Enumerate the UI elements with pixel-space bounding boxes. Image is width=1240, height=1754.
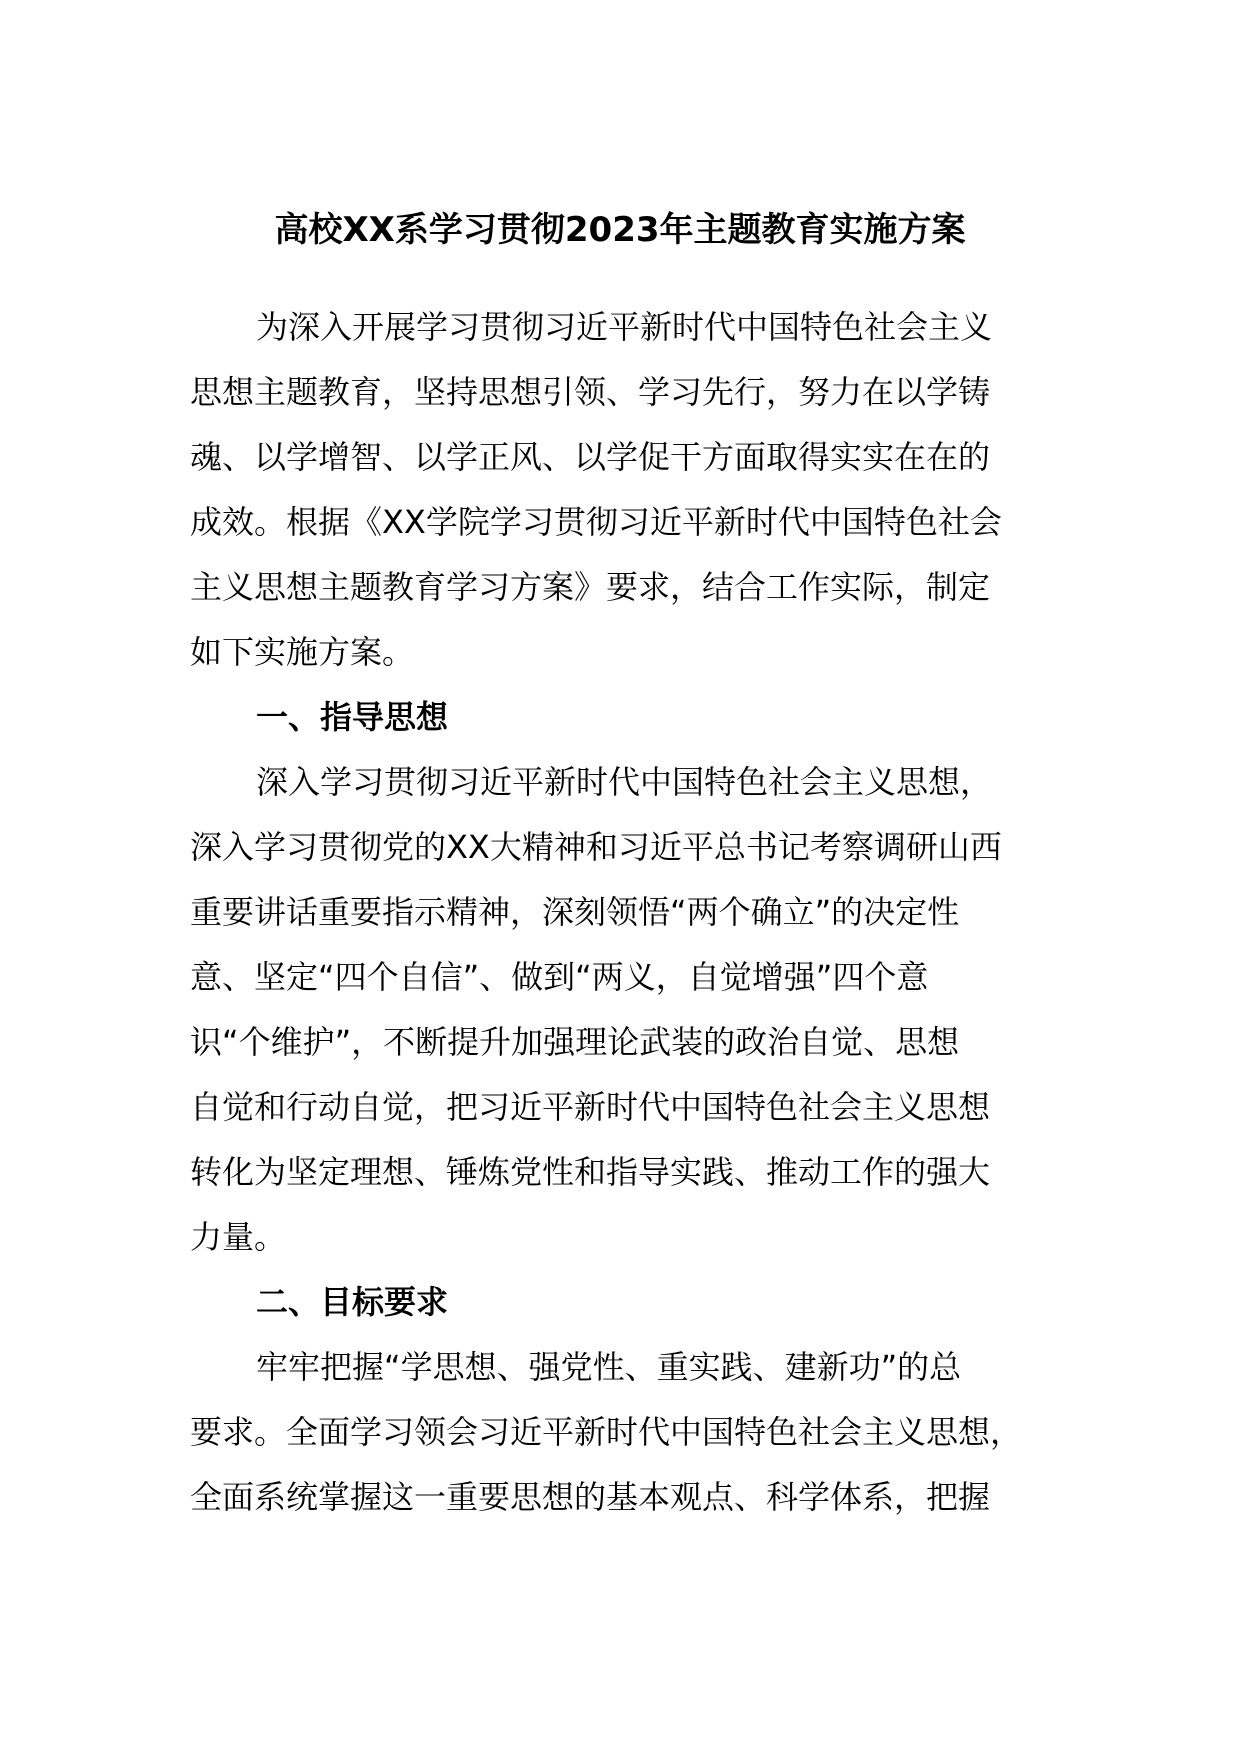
paragraph-line: 意、坚定“四个自信”、做到“两义，自觉增强”四个意	[190, 958, 929, 996]
paragraph-line: 识“个维护”，不断提升加强理论武装的政治自觉、思想	[190, 1023, 960, 1061]
paragraph-line: 牢牢把握“学思想、强党性、重实践、建新功”的总	[256, 1348, 962, 1386]
paragraph-line: 自觉和行动自觉，把习近平新时代中国特色社会主义思想	[190, 1088, 991, 1126]
section-heading: 二、目标要求	[256, 1283, 449, 1321]
section-heading: 一、指导思想	[256, 698, 449, 736]
paragraph-line: 思想主题教育，坚持思想引领、学习先行，努力在以学铸	[190, 373, 991, 411]
document-title: 高校XX系学习贯彻2023年主题教育实施方案	[274, 210, 966, 250]
paragraph-line: 为深入开展学习贯彻习近平新时代中国特色社会主义	[256, 308, 993, 346]
paragraph-line: 成效。根据《XX学院学习贯彻习近平新时代中国特色社会	[190, 503, 1002, 541]
paragraph-line: 力量。	[190, 1218, 287, 1256]
paragraph-line: 如下实施方案。	[190, 633, 415, 671]
paragraph-line: 转化为坚定理想、锤炼党性和指导实践、推动工作的强大	[190, 1153, 991, 1191]
document-body	[190, 295, 1060, 1530]
paragraph-line: 魂、以学增智、以学正风、以学促干方面取得实实在在的	[190, 438, 991, 476]
paragraph-line: 要求。全面学习领会习近平新时代中国特色社会主义思想，	[190, 1413, 1023, 1451]
paragraph-line: 深入学习贯彻党的XX大精神和习近平总书记考察调研山西	[190, 828, 1002, 866]
paragraph-line: 主义思想主题教育学习方案》要求，结合工作实际，制定	[190, 568, 991, 606]
paragraph-line: 重要讲话重要指示精神，深刻领悟“两个确立”的决定性	[190, 893, 960, 931]
paragraph-line: 深入学习贯彻习近平新时代中国特色社会主义思想，	[256, 763, 993, 801]
paragraph-line: 全面系统掌握这一重要思想的基本观点、科学体系，把握	[190, 1478, 991, 1516]
